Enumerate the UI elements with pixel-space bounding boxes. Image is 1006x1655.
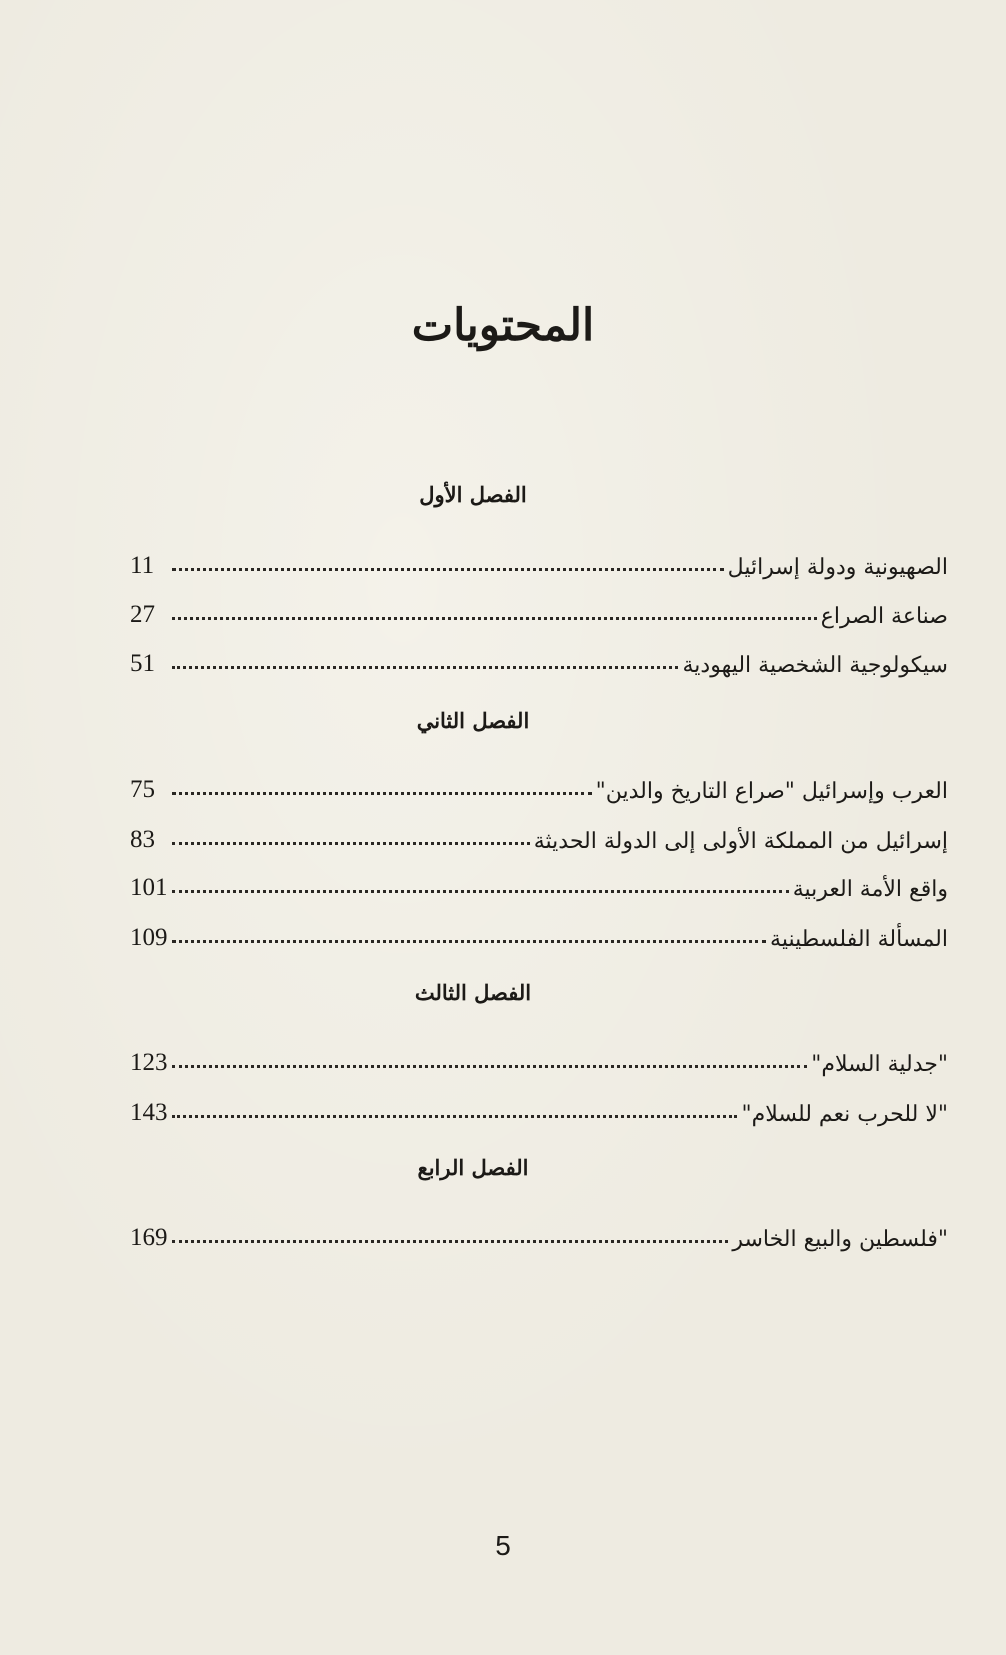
toc-entry [130, 638, 948, 678]
chapter-heading-1 [0, 482, 1006, 507]
toc-entry-page: 27 [130, 601, 155, 628]
toc-entry [130, 1087, 948, 1127]
toc-entry-title: المسألة الفلسطينية [770, 927, 948, 952]
toc-entry-title: "جدلية السلام" [811, 1052, 948, 1077]
toc-entry [130, 814, 948, 854]
chapter-label: الفصل الثاني [416, 708, 530, 733]
toc-entry-title: سيكولوجية الشخصية اليهودية [682, 653, 948, 678]
toc-entry-page: 109 [130, 924, 168, 951]
toc-entry [130, 764, 948, 804]
toc-entry-title: العرب وإسرائيل "صراع التاريخ والدين" [595, 779, 948, 804]
chapter-heading-4 [0, 1155, 1006, 1180]
toc-entry [130, 1212, 948, 1252]
dot-leader [172, 617, 817, 620]
dot-leader [172, 568, 724, 571]
toc-entry-page: 75 [130, 776, 155, 803]
page-number: 5 [495, 1530, 511, 1561]
toc-entry-title: إسرائيل من المملكة الأولى إلى الدولة الحديثة [533, 829, 948, 854]
dot-leader [172, 1115, 737, 1118]
toc-entry-title: "فلسطين والبيع الخاسر [732, 1227, 948, 1252]
chapter-label: الفصل الأول [419, 482, 527, 507]
toc-entry-page: 51 [130, 650, 155, 677]
toc-entry [130, 912, 948, 952]
dot-leader [172, 890, 789, 893]
toc-entry [130, 862, 948, 902]
toc-entry-page: 83 [130, 826, 155, 853]
toc-entry [130, 540, 948, 580]
dot-leader [172, 1240, 728, 1243]
toc-entry-title: الصهيونية ودولة إسرائيل [727, 555, 948, 580]
dot-leader [172, 792, 592, 795]
toc-entry [130, 589, 948, 629]
dot-leader [172, 666, 678, 669]
toc-entry-page: 101 [130, 874, 168, 901]
chapter-heading-2 [0, 708, 1006, 733]
toc-entry [130, 1037, 948, 1077]
toc-entry-page: 169 [130, 1224, 168, 1251]
chapter-label: الفصل الثالث [414, 980, 532, 1005]
toc-entry-title: "لا للحرب نعم للسلام" [741, 1102, 948, 1127]
dot-leader [172, 842, 530, 845]
toc-entry-page: 143 [130, 1099, 168, 1126]
toc-entry-title: صناعة الصراع [820, 604, 948, 629]
chapter-heading-3 [0, 980, 1006, 1005]
toc-entry-page: 123 [130, 1049, 168, 1076]
chapter-label: الفصل الرابع [417, 1155, 529, 1180]
dot-leader [172, 940, 766, 943]
toc-entry-page: 11 [130, 552, 155, 579]
toc-entry-title: واقع الأمة العربية [792, 877, 948, 902]
dot-leader [172, 1065, 807, 1068]
page-title: المحتويات [411, 300, 595, 351]
